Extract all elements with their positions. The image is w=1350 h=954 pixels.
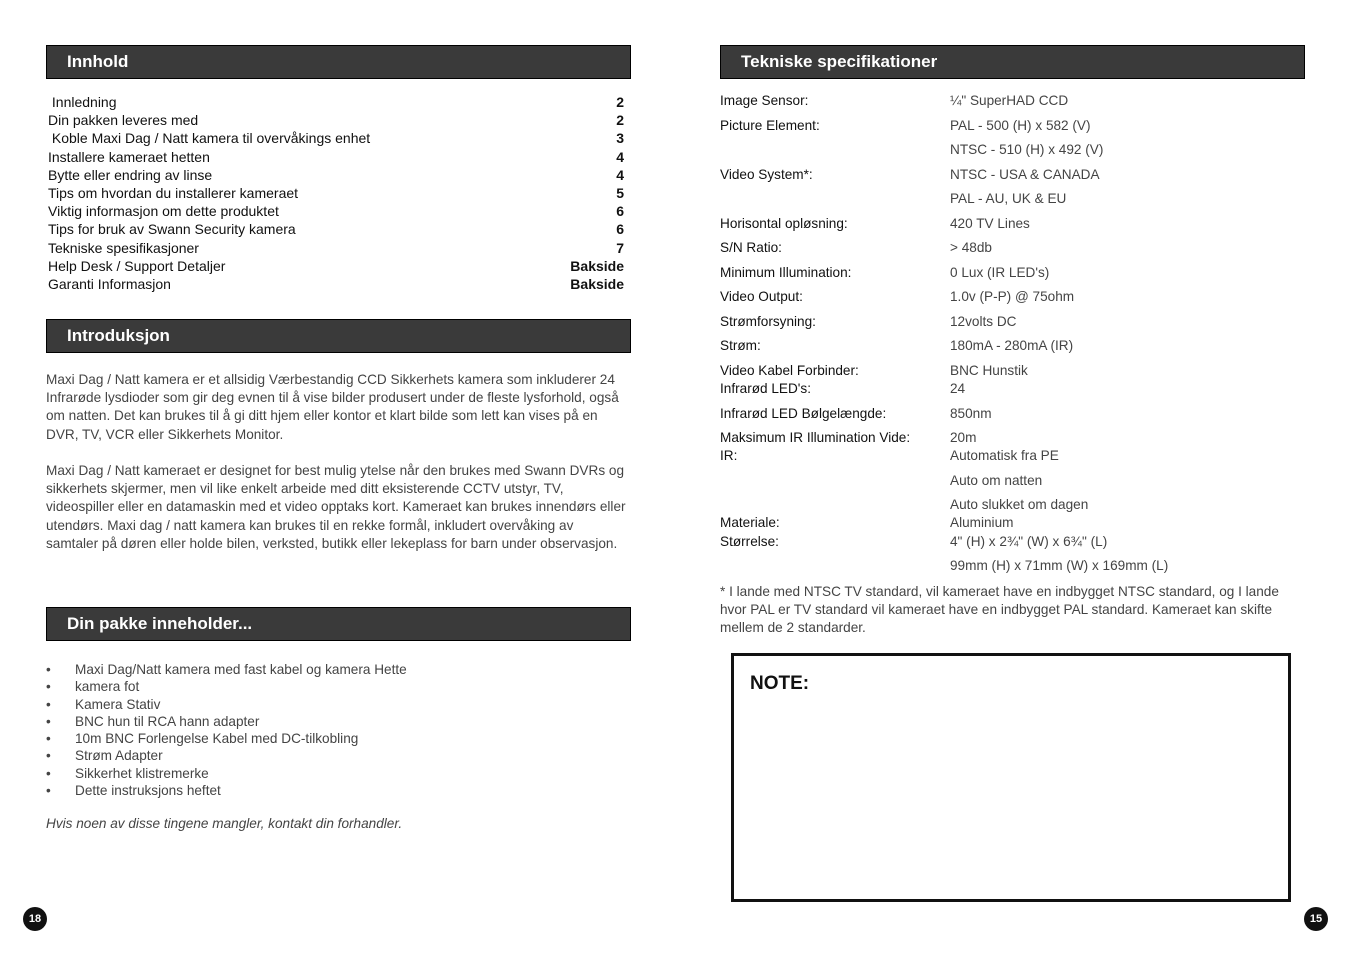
spec-value: 1.0v (P-P) @ 75ohm	[950, 289, 1075, 304]
spec-header: Tekniske specifikationer	[720, 45, 1305, 79]
pakke-header: Din pakke inneholder...	[46, 607, 631, 641]
list-item	[46, 713, 407, 730]
spec-value: 99mm (H) x 71mm (W) x 169mm (L)	[950, 558, 1169, 573]
spec-value: Aluminium	[950, 515, 1014, 530]
list-item-text: BNC hun til RCA hann adapter	[75, 713, 260, 729]
toc-row	[48, 202, 624, 220]
toc-row	[48, 220, 624, 238]
spec-key: Infrarød LED Bølgelængde:	[720, 406, 887, 421]
toc-page: 4	[616, 166, 624, 183]
spec-key: Infrarød LED's:	[720, 381, 811, 396]
spec-value: PAL - AU, UK & EU	[950, 191, 1067, 206]
spec-value: Auto om natten	[950, 473, 1043, 488]
toc-page: Bakside	[570, 257, 624, 274]
list-item	[46, 696, 407, 713]
spec-value: NTSC - USA & CANADA	[950, 167, 1100, 182]
introduksjon-header: Introduksjon	[46, 319, 631, 353]
toc-row	[48, 184, 624, 202]
spec-key: Strøm:	[720, 338, 761, 353]
spec-key: Minimum Illumination:	[720, 265, 852, 280]
toc-label: Viktig informasjon om dette produktet	[48, 203, 279, 220]
toc-page: 6	[616, 221, 624, 238]
toc-page: 2	[616, 112, 624, 129]
list-item	[46, 782, 407, 799]
bullet-icon: •	[46, 696, 51, 712]
toc-page: 3	[616, 130, 624, 147]
spec-key: Video Kabel Forbinder:	[720, 363, 859, 378]
spec-key: IR:	[720, 448, 738, 463]
toc-row	[48, 129, 624, 147]
toc-row	[48, 93, 624, 111]
spec-value: Auto slukket om dagen	[950, 497, 1089, 512]
toc-label: Tekniske spesifikasjoner	[48, 239, 199, 256]
list-item-text: 10m BNC Forlengelse Kabel med DC-tilkobling	[75, 731, 359, 747]
spec-key: Materiale:	[720, 515, 780, 530]
toc-page: 5	[616, 184, 624, 201]
list-item	[46, 765, 407, 782]
spec-footnote: * I lande med NTSC TV standard, vil kameraet have en indbygget NTSC standard, og I lande hvor PAL er TV standard vil kameraet have en indbygget PAL standard. Kameraet kan skifte mellem de 2 standarder.	[720, 584, 1279, 636]
list-item	[46, 730, 407, 747]
spec-value: 20m	[950, 430, 977, 445]
page-number-left: 18	[23, 907, 47, 931]
toc-label: Tips om hvordan du installerer kameraet	[48, 184, 299, 201]
spec-value: 12volts DC	[950, 314, 1017, 329]
toc-label: Bytte eller endring av linse	[48, 166, 213, 183]
spec-value: 4" (H) x 2¾" (W) x 6¾" (L)	[950, 534, 1108, 549]
package-contents-list	[46, 661, 407, 799]
spec-key: Strømforsyning:	[720, 314, 816, 329]
toc-row	[48, 239, 624, 257]
list-item-text: Kamera Stativ	[75, 696, 161, 712]
bullet-icon: •	[46, 748, 51, 764]
spec-key: Horisontal opløsning:	[720, 216, 848, 231]
spec-key: Maksimum IR Illumination Vide:	[720, 430, 911, 445]
note-label: NOTE:	[750, 673, 810, 694]
toc-label: Koble Maxi Dag / Natt kamera til overvåkings enhet	[48, 130, 371, 147]
list-item-text: Maxi Dag/Natt kamera med fast kabel og kamera Hette	[75, 662, 407, 677]
intro-paragraph-2: Maxi Dag / Natt kameraet er designet for best mulig ytelse når den brukes med Swann DVRs og sikkerhets skjermer, men vil like enkelt arbeide med ditt eksisterende CCTV utstyr, TV, videospiller eller en datamaskin med et video opptaks kort. Kameraet kan brukes innendørs eller utendørs. Maxi dag / natt kamera kan brukes til en rekke formål, inkludert overvåking av samtaler på døren eller holde bilen, verksted, butikk eller lekeplass for barn under observasjon.	[46, 463, 626, 551]
spec-value: 420 TV Lines	[950, 216, 1030, 231]
toc-row	[48, 275, 624, 293]
spec-key: S/N Ratio:	[720, 240, 782, 255]
spec-key: Image Sensor:	[720, 93, 809, 108]
spec-value: ¼" SuperHAD CCD	[950, 93, 1069, 108]
list-item-text: kamera fot	[75, 679, 140, 695]
spec-value: BNC Hunstik	[950, 363, 1028, 378]
spec-value: 24	[950, 381, 966, 396]
list-item	[46, 678, 407, 695]
toc-page: 7	[616, 239, 624, 256]
toc-label: Innledning	[48, 94, 117, 110]
toc-label: Garanti Informasjon	[48, 275, 171, 292]
spec-key: Størrelse:	[720, 534, 779, 549]
toc-label: Tips for bruk av Swann Security kamera	[48, 221, 296, 238]
list-item-text: Sikkerhet klistremerke	[75, 765, 209, 781]
spec-value: NTSC - 510 (H) x 492 (V)	[950, 142, 1104, 157]
toc-row	[48, 111, 624, 129]
toc-label: Help Desk / Support Detaljer	[48, 257, 226, 274]
list-item	[46, 661, 407, 678]
toc-page: 4	[616, 148, 624, 165]
toc-row	[48, 166, 624, 184]
toc-label: Din pakken leveres med	[48, 112, 199, 129]
innhold-header: Innhold	[46, 45, 631, 79]
toc-row	[48, 148, 624, 166]
bullet-icon: •	[46, 679, 51, 695]
spec-key: Video System*:	[720, 167, 813, 182]
spec-value: Automatisk fra PE	[950, 448, 1059, 463]
intro-paragraph-1: Maxi Dag / Natt kamera er et allsidig Værbestandig CCD Sikkerhets kamera som inkluderer 24 Infrarøde lysdioder som gir deg evnen til å vise bilder produsert under de fleste lysforhold, også om natten. Det kan brukes til å gi ditt hjem eller kontor et klart bilde som lett kan vises på en DVR, TV, VCR eller Sikkerhets Monitor.	[46, 372, 619, 442]
toc-label: Installere kameraet hetten	[48, 148, 210, 165]
bullet-icon: •	[46, 783, 51, 799]
page-number-right: 15	[1304, 907, 1328, 931]
toc-row	[48, 257, 624, 275]
list-item	[46, 747, 407, 764]
toc-page: 6	[616, 203, 624, 220]
list-item-text: Strøm Adapter	[75, 748, 163, 764]
spec-value: PAL - 500 (H) x 582 (V)	[950, 118, 1091, 133]
note-box	[731, 653, 1291, 902]
list-item-text: Dette instruksjons heftet	[75, 783, 221, 799]
toc-page: 2	[616, 94, 624, 110]
spec-key: Picture Element:	[720, 118, 820, 133]
bullet-icon: •	[46, 731, 51, 747]
bullet-icon: •	[46, 713, 51, 729]
spec-value: 180mA - 280mA (IR)	[950, 338, 1074, 353]
bullet-icon: •	[46, 662, 51, 677]
bullet-icon: •	[46, 765, 51, 781]
spec-value: 850nm	[950, 406, 992, 421]
spec-value: > 48db	[950, 240, 992, 255]
package-missing-note: Hvis noen av disse tingene mangler, kontakt din forhandler.	[46, 816, 403, 831]
spec-key: Video Output:	[720, 289, 803, 304]
toc-page: Bakside	[570, 275, 624, 292]
spec-value: 0 Lux (IR LED's)	[950, 265, 1050, 280]
table-of-contents	[48, 93, 624, 293]
